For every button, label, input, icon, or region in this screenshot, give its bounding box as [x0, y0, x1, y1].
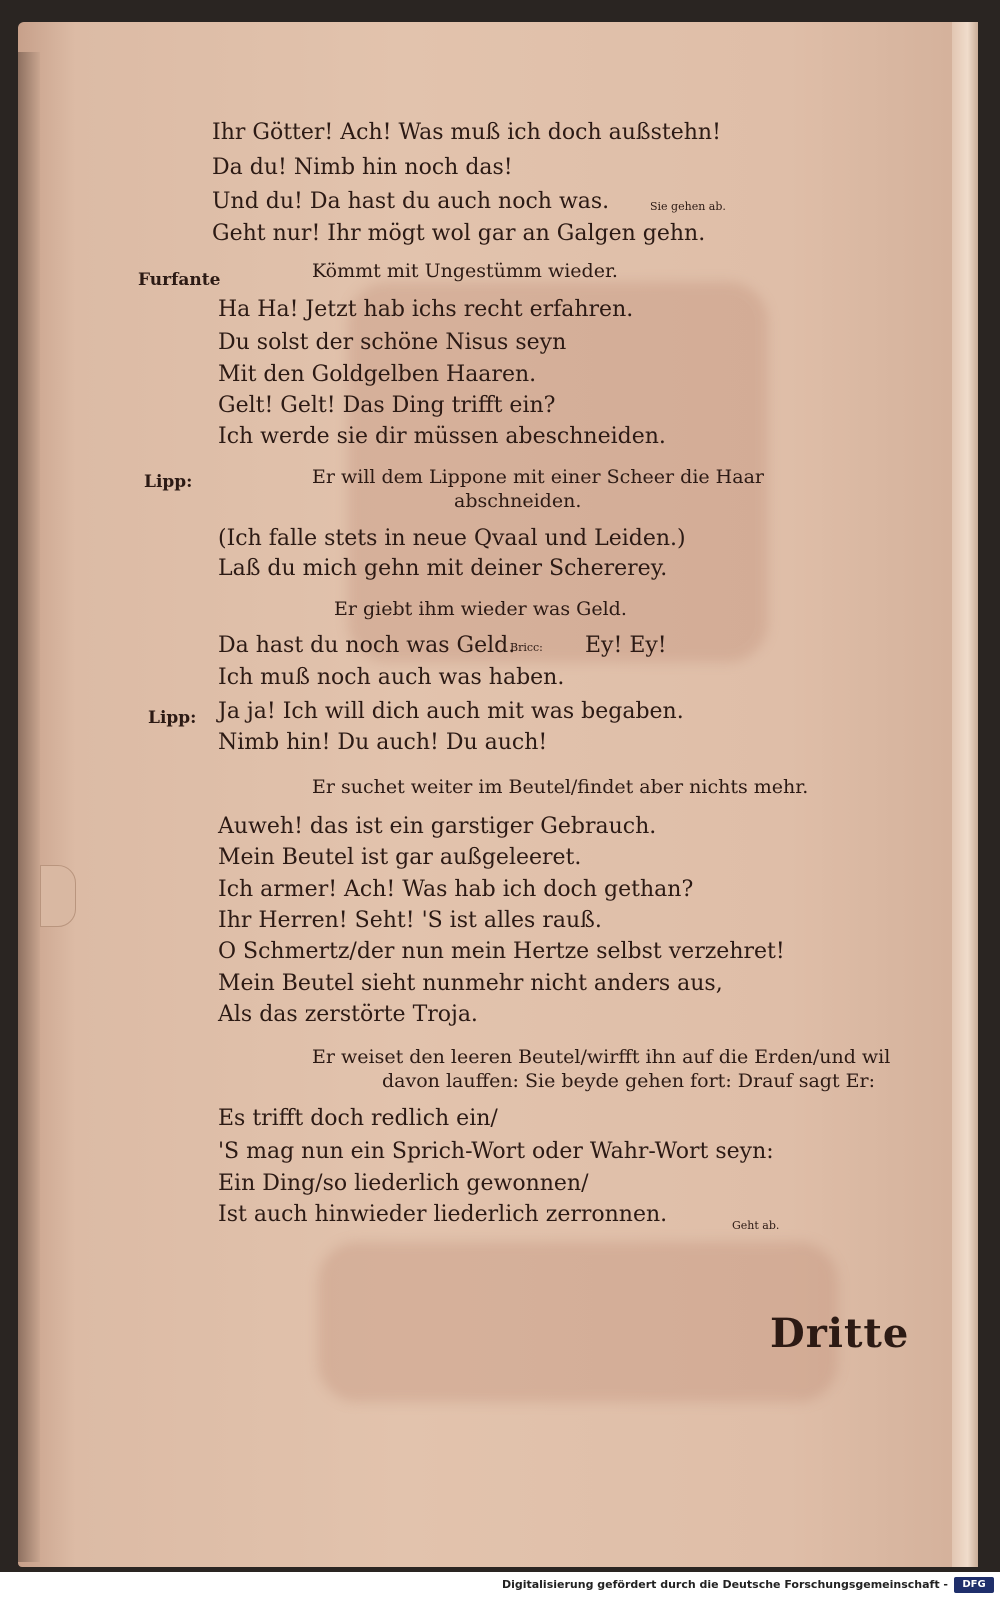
verse-line: Als das zerstörte Troja. [218, 1002, 478, 1027]
ink-bleed-through [318, 1242, 838, 1402]
verse-line: Du solst der schöne Nisus seyn [218, 330, 567, 355]
verse-line: 'S mag nun ein Sprich-Wort oder Wahr-Wort seyn: [218, 1139, 774, 1164]
verse-line: Da hast du noch was Geld. [218, 633, 516, 658]
stage-direction: Er weiset den leeren Beutel/wirfft ihn auf die Erden/und wil [312, 1046, 891, 1068]
verse-line: Ha Ha! Jetzt hab ichs recht erfahren. [218, 297, 634, 322]
verse-line: Ihr Herren! Seht! 'S ist alles rauß. [218, 908, 602, 933]
verse-line: Ihr Götter! Ach! Was muß ich doch außstehn! [212, 120, 721, 145]
stage-direction: abschneiden. [454, 490, 582, 512]
verse-line: Mit den Goldgelben Haaren. [218, 362, 537, 387]
page-fore-edge [952, 22, 978, 1567]
stage-direction: Er giebt ihm wieder was Geld. [334, 598, 627, 620]
verse-line: Mein Beutel sieht nunmehr nicht anders aus, [218, 971, 723, 996]
speaker-name-inline: Bricc: [510, 641, 543, 654]
page-gutter [18, 52, 40, 1562]
page-tab [40, 865, 76, 927]
verse-line: Ein Ding/so liederlich gewonnen/ [218, 1171, 589, 1196]
verse-line: Ey! Ey! [585, 633, 667, 658]
verse-line: (Ich falle stets in neue Qvaal und Leiden.) [218, 526, 686, 551]
dfg-logo: DFG [954, 1577, 994, 1593]
stage-direction: Er suchet weiter im Beutel/findet aber nichts mehr. [312, 776, 809, 798]
stage-direction-small: Geht ab. [732, 1219, 780, 1232]
stage-direction-small: Sie gehen ab. [650, 200, 726, 213]
verse-line: Und du! Da hast du auch noch was. [212, 189, 610, 214]
verse-line: Ich werde sie dir müssen abeschneiden. [218, 424, 666, 449]
speaker-name: Lipp: [148, 708, 197, 728]
verse-line: Ich muß noch auch was haben. [218, 665, 565, 690]
verse-line: Laß du mich gehn mit deiner Schererey. [218, 556, 668, 581]
speaker-name: Furfante [138, 270, 221, 290]
funding-credit: Digitalisierung gefördert durch die Deutsche Forschungsgemeinschaft - [501, 1578, 948, 1591]
catchword: Dritte [770, 1310, 910, 1357]
stage-direction: Er will dem Lippone mit einer Scheer die Haar [312, 466, 764, 488]
verse-line: Geht nur! Ihr mögt wol gar an Galgen gehn. [212, 221, 706, 246]
verse-line: Ich armer! Ach! Was hab ich doch gethan? [218, 877, 694, 902]
verse-line: Da du! Nimb hin noch das! [212, 155, 513, 180]
verse-line: Auweh! das ist ein garstiger Gebrauch. [218, 814, 657, 839]
footer-bar [0, 1572, 1000, 1598]
verse-line: Ja ja! Ich will dich auch mit was begaben. [218, 699, 684, 724]
verse-line: Ist auch hinwieder liederlich zerronnen. [218, 1202, 668, 1227]
verse-line: Nimb hin! Du auch! Du auch! [218, 730, 548, 755]
verse-line: Mein Beutel ist gar außgeleeret. [218, 845, 582, 870]
verse-line: Gelt! Gelt! Das Ding trifft ein? [218, 393, 556, 418]
verse-line: O Schmertz/der nun mein Hertze selbst verzehret! [218, 939, 785, 964]
verse-line: Es trifft doch redlich ein/ [218, 1106, 498, 1131]
speaker-name: Lipp: [144, 472, 193, 492]
stage-direction: davon lauffen: Sie beyde gehen fort: Drauf sagt Er: [382, 1070, 875, 1092]
stage-direction: Kömmt mit Ungestümm wieder. [312, 260, 618, 282]
